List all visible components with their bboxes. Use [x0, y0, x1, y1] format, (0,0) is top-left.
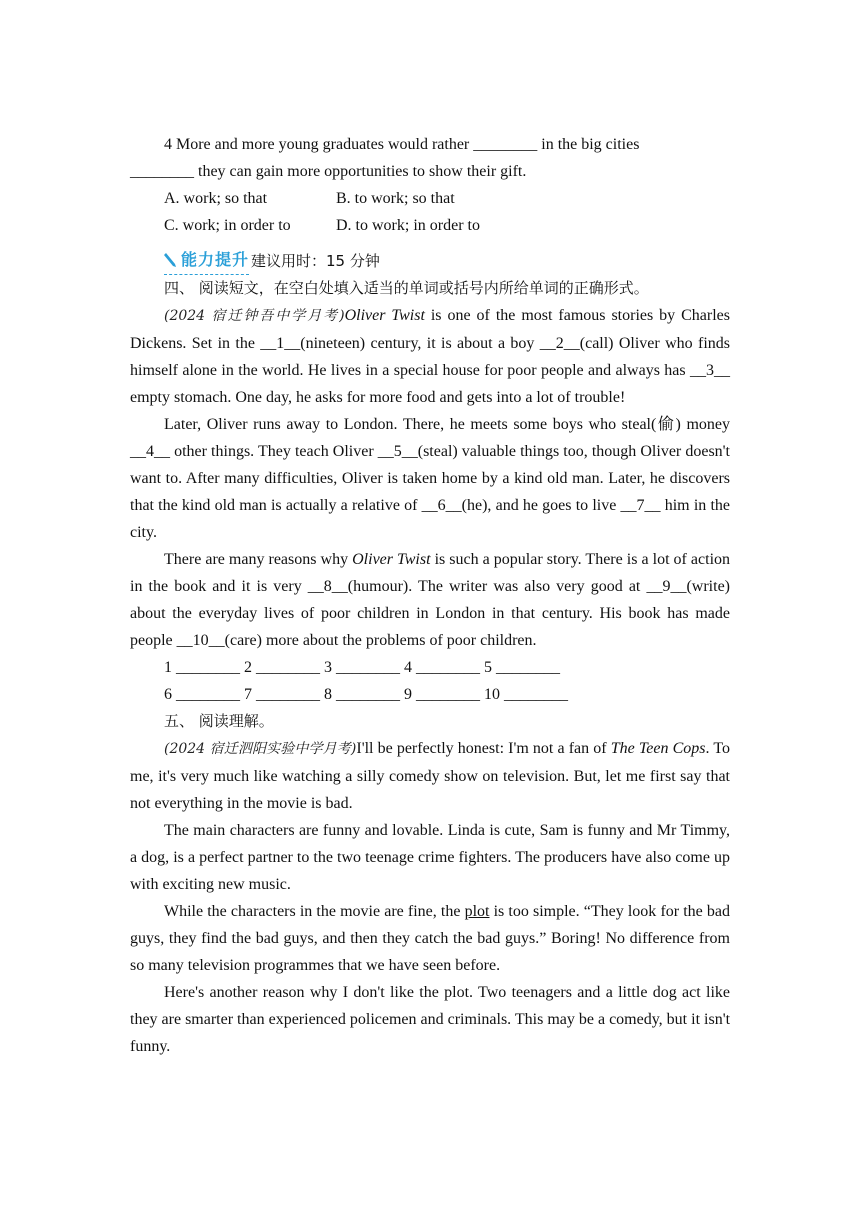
part5-source: (2024 宿迁泗阳实验中学月考) — [164, 741, 357, 757]
option-b[interactable]: B. to work; so that — [336, 190, 455, 207]
part4-source: (2024 宿迁钟吾中学月考) — [164, 308, 345, 324]
part4-p3-text-b: is such a popular story. There is a lot of action in the book and it is very __8__(humour). The writer was also very good at __9__(write) about the everyday lives of poor children in London in that century. His book has made people __10__(care) more about the problems of poor children. — [130, 551, 731, 649]
part4-paragraph-3 — [130, 546, 730, 654]
part5-p3-text-b: is too simple. “They look for the bad guys, they find the bad guys, and then they catch the bad guys.” Boring! No difference from so many television programmes that we have seen before. — [130, 903, 730, 974]
question-4-line2: ________ they can gain more opportunities to show their gift. — [130, 163, 527, 180]
suggested-time: 建议用时：15 分钟 — [251, 252, 380, 270]
part5-p1-text-b: . To me, it's very much like watching a silly comedy show on television. But, let me first say that not everything in the movie is bad. — [130, 740, 731, 812]
underlined-word-plot: plot — [464, 903, 490, 920]
part4-paragraph-2: Later, Oliver runs away to London. There, he meets some boys who steal(偷) money __4__ other things. They teach Oliver __5__(steal) valuable things too, though Oliver doesn't want to. After many difficulties, Oliver is taken home by a kind old man. Later, he discovers that the kind old man is actually a relative of __6__(he), and he goes to live __7__ him in the city. — [130, 416, 730, 541]
badge-label: 能力提升 — [181, 250, 250, 269]
question-4-options-row2 — [130, 212, 730, 239]
part4-p1-text: is one of the most famous stories by Charles Dickens. Set in the __1__(nineteen) century, it is about a boy __2__(call) Oliver who finds himself alone in the world. He lives in a special house for poor people and always has __3__ empty stomach. One day, he asks for more food and gets into a lot of trouble! — [130, 307, 730, 406]
worksheet-content — [130, 131, 730, 1060]
section-header — [130, 239, 730, 275]
answer-blanks-2[interactable]: 6 ________ 7 ________ 8 ________ 9 ________ 10 ________ — [164, 686, 568, 703]
part5-p1-text-a: I'll be perfectly honest: I'm not a fan of — [356, 740, 611, 757]
answer-blanks-1[interactable]: 1 ________ 2 ________ 3 ________ 4 ________ 5 ________ — [164, 659, 560, 676]
option-a[interactable]: A. work; so that — [164, 190, 268, 207]
book-title: Oliver Twist — [344, 307, 425, 324]
ability-badge — [164, 246, 249, 275]
question-4-stem — [130, 131, 730, 158]
part4-paragraph-1 — [130, 302, 730, 411]
book-title-2: Oliver Twist — [352, 551, 431, 568]
question-4-stem-cont — [130, 158, 730, 185]
part5-paragraph-1 — [130, 735, 730, 817]
question-4-line1: 4 More and more young graduates would rather ________ in the big cities — [164, 136, 640, 153]
option-d[interactable]: D. to work; in order to — [336, 217, 480, 234]
part5-paragraph-4: Here's another reason why I don't like the plot. Two teenagers and a little dog act like they are smarter than experienced policemen and criminals. This may be a comedy, but it isn't funny. — [130, 984, 731, 1055]
option-c[interactable]: C. work; in order to — [164, 217, 291, 234]
question-4-options-row1 — [130, 185, 730, 212]
part4-instruction: 四、 阅读短文，在空白处填入适当的单词或括号内所给单词的正确形式。 — [164, 279, 649, 297]
part4-p3-text-a: There are many reasons why — [164, 551, 353, 568]
part5-instruction: 五、 阅读理解。 — [164, 712, 274, 730]
part5-p3-text-a: While the characters in the movie are fine, the — [164, 903, 465, 920]
pen-icon — [164, 251, 178, 269]
part5-paragraph-2: The main characters are funny and lovable. Linda is cute, Sam is funny and Mr Timmy, a dog, is a perfect partner to the two teenage crime fighters. The producers have also come up with exciting new music. — [130, 822, 730, 893]
movie-title: The Teen Cops — [610, 740, 706, 757]
part5-paragraph-3 — [130, 898, 730, 979]
